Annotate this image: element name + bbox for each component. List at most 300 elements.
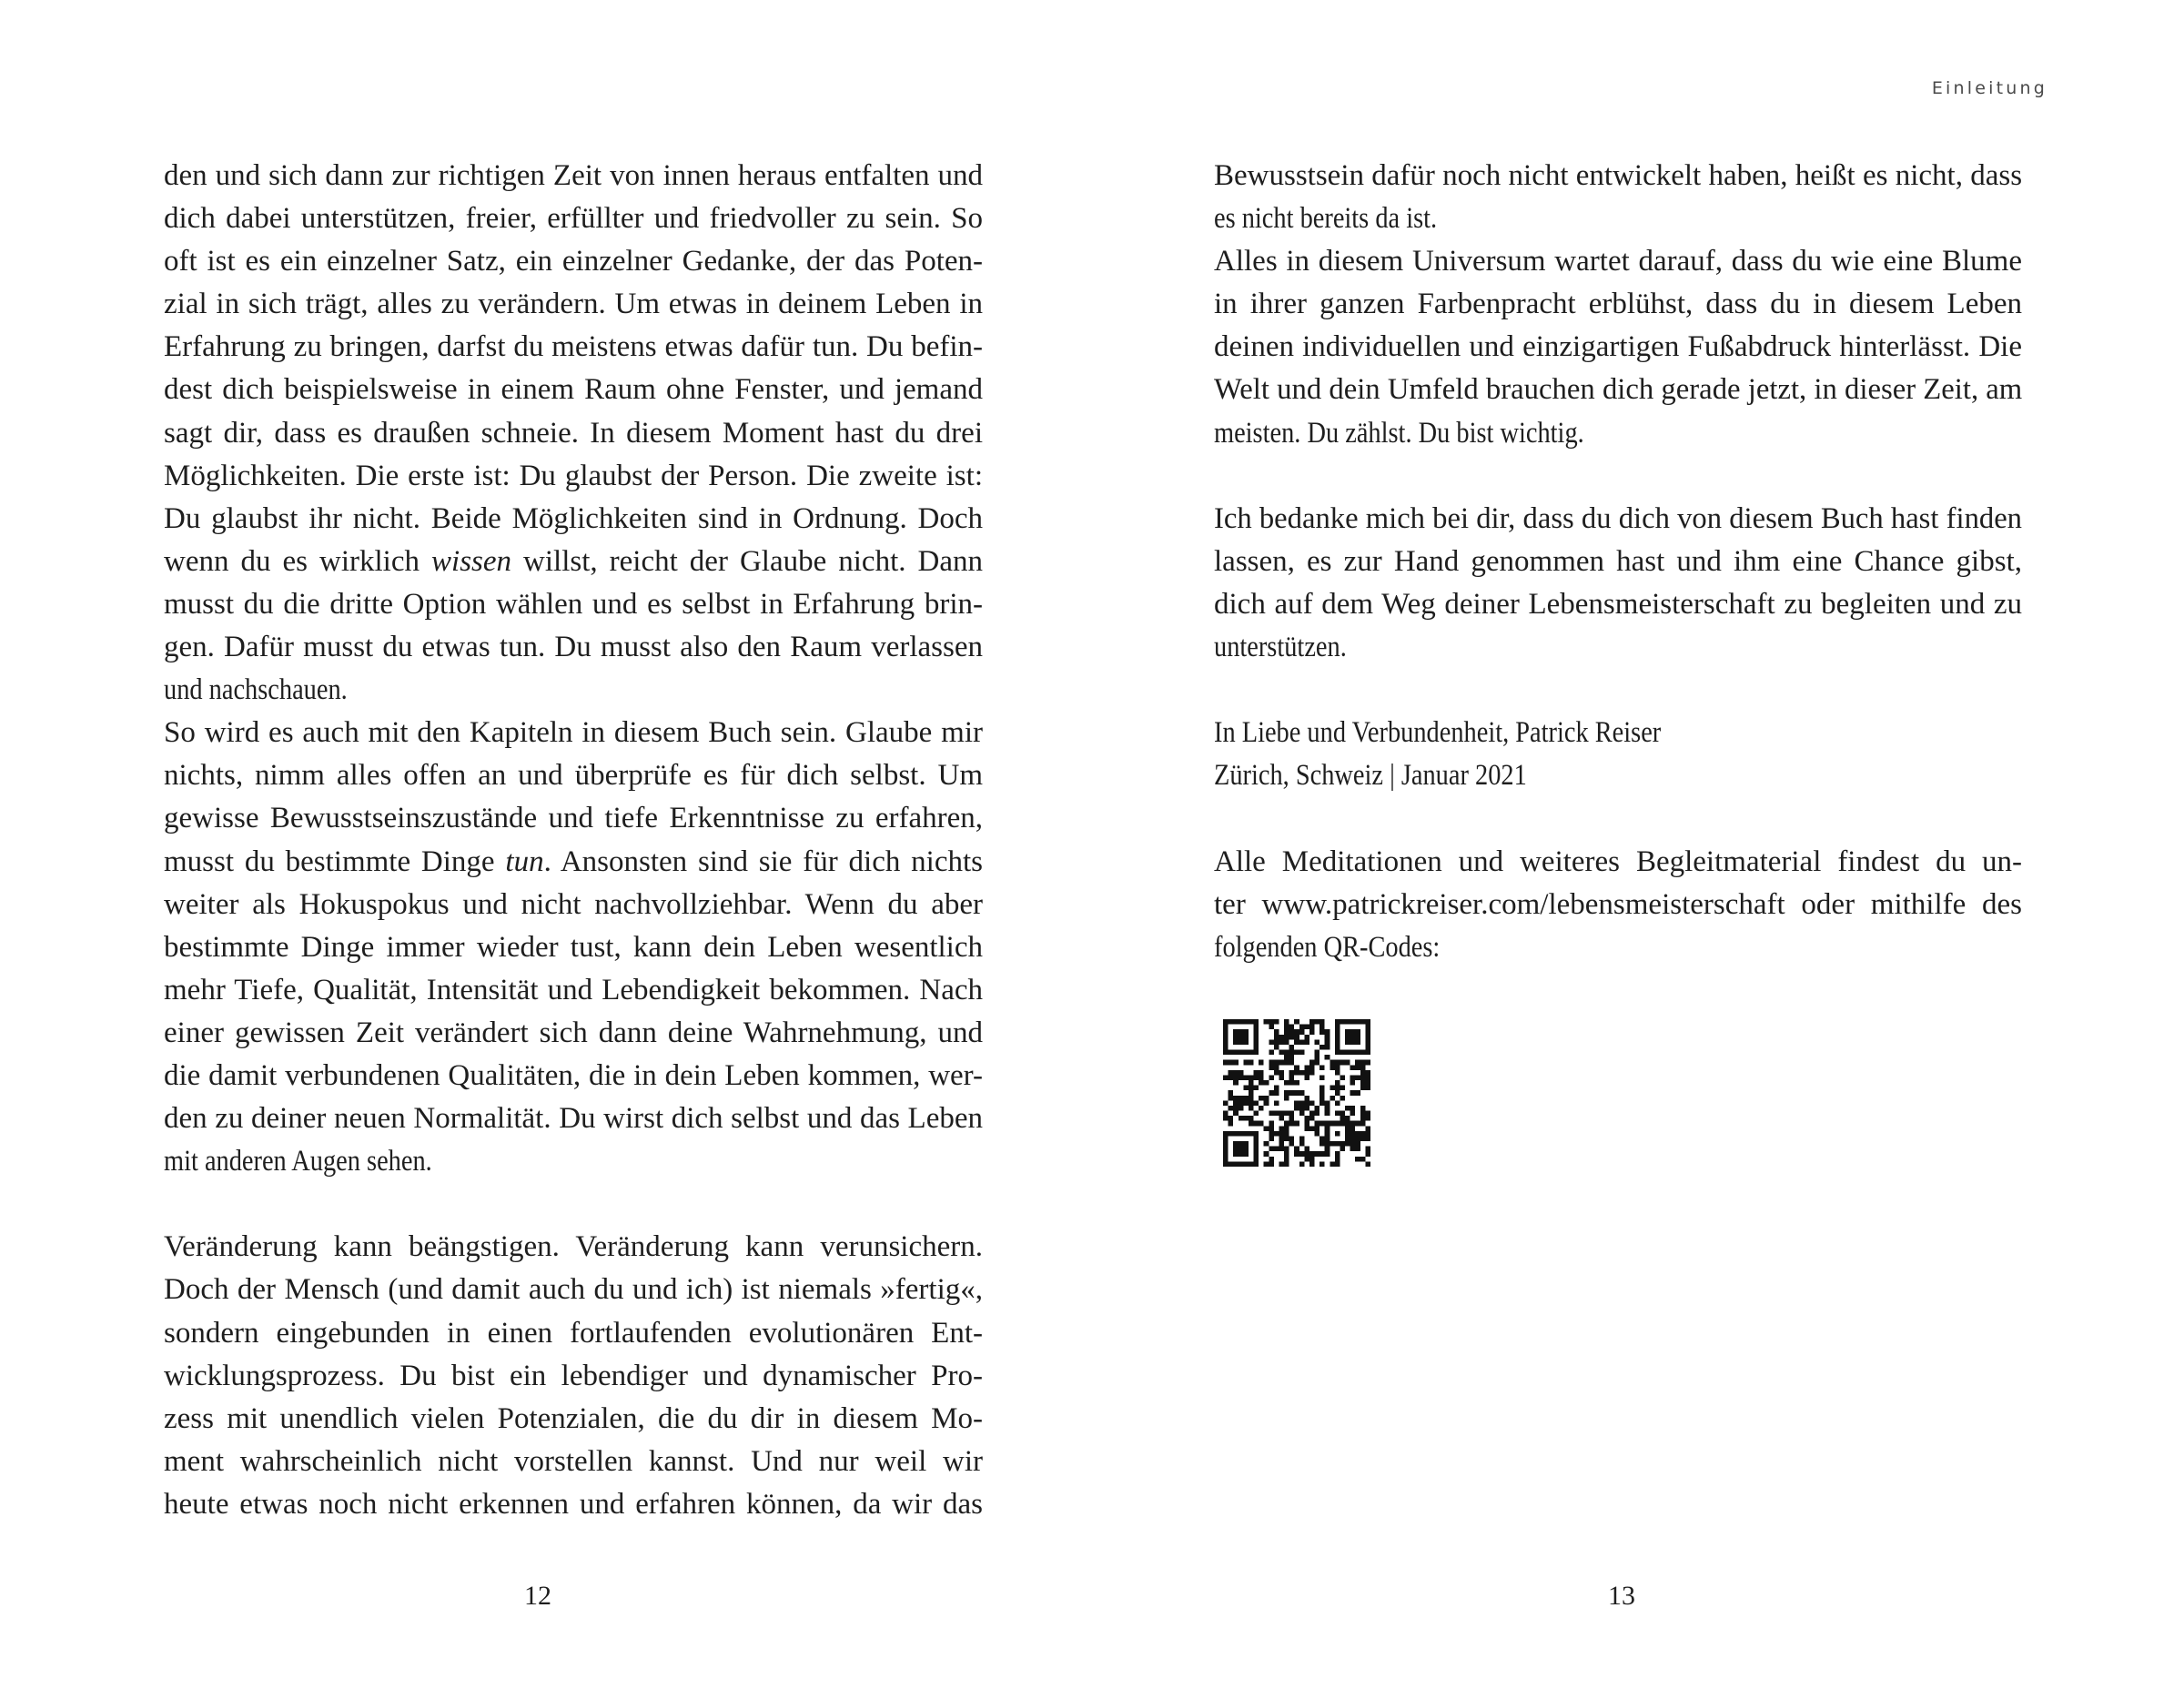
qr-module (1269, 1050, 1274, 1056)
qr-module (1325, 1151, 1330, 1157)
qr-module (1304, 1096, 1309, 1101)
qr-module (1269, 1019, 1274, 1025)
qr-module (1294, 1147, 1299, 1152)
qr-module (1269, 1060, 1274, 1066)
qr-module (1289, 1050, 1295, 1056)
qr-module (1233, 1060, 1239, 1066)
qr-module (1279, 1116, 1284, 1121)
qr-module (1233, 1111, 1239, 1117)
qr-module (1249, 1060, 1254, 1066)
text-line (1214, 583, 2022, 626)
qr-module (1259, 1070, 1264, 1076)
left-page-text (164, 155, 983, 1526)
text-segment: deinen individuellen und einzigartigen Fußabdruck hinterlässt. Die (1214, 330, 2022, 364)
text-line (164, 1097, 983, 1140)
qr-module (1365, 1151, 1370, 1157)
text-segment: lassen, es zur Hand genommen hast und ihm eine Chance gibst, (1214, 544, 2022, 578)
qr-module (1340, 1147, 1345, 1152)
qr-module (1360, 1065, 1366, 1070)
text-segment: zess mit unendlich vielen Potenzialen, die du dir in diesem Mo- (164, 1401, 983, 1435)
qr-module (1239, 1147, 1244, 1152)
qr-module (1345, 1019, 1350, 1025)
qr-module (1269, 1111, 1274, 1117)
qr-module (1264, 1019, 1269, 1025)
qr-module (1289, 1025, 1295, 1030)
qr-module (1239, 1029, 1244, 1035)
qr-module (1264, 1126, 1269, 1131)
qr-module (1274, 1039, 1279, 1045)
qr-module (1345, 1029, 1350, 1035)
qr-module (1350, 1090, 1356, 1096)
qr-module (1325, 1131, 1330, 1137)
qr-module (1254, 1029, 1259, 1035)
text-line (164, 1355, 983, 1398)
qr-module (1325, 1147, 1330, 1152)
qr-module (1254, 1035, 1259, 1040)
qr-module (1335, 1025, 1340, 1030)
qr-module (1299, 1070, 1305, 1076)
qr-module (1249, 1086, 1254, 1091)
qr-module (1243, 1131, 1249, 1137)
qr-module (1345, 1131, 1350, 1137)
qr-module (1335, 1086, 1340, 1091)
qr-module (1279, 1050, 1284, 1056)
qr-module (1335, 1035, 1340, 1040)
page-number-right: 13 (1608, 1581, 1635, 1611)
qr-module (1315, 1126, 1320, 1131)
qr-module (1239, 1096, 1244, 1101)
qr-module (1254, 1157, 1259, 1162)
text-line (164, 1226, 983, 1269)
qr-module (1299, 1029, 1305, 1035)
qr-module (1335, 1151, 1340, 1157)
qr-module (1325, 1055, 1330, 1060)
qr-module (1325, 1141, 1330, 1147)
qr-module (1325, 1029, 1330, 1035)
qr-module (1259, 1060, 1264, 1066)
qr-module (1233, 1096, 1239, 1101)
qr-module (1360, 1086, 1366, 1091)
qr-module (1315, 1151, 1320, 1157)
qr-module (1304, 1035, 1309, 1040)
qr-module (1274, 1065, 1279, 1070)
text-line (1214, 712, 1909, 754)
qr-module (1254, 1136, 1259, 1141)
qr-module (1289, 1121, 1295, 1127)
qr-module (1320, 1141, 1325, 1147)
qr-module (1239, 1035, 1244, 1040)
qr-module (1249, 1090, 1254, 1096)
qr-module (1223, 1060, 1228, 1066)
qr-module (1254, 1141, 1259, 1147)
text-segment: dich dabei unterstützen, freier, erfüllter und friedvoller zu sein. So (164, 202, 983, 236)
qr-module (1289, 1080, 1295, 1086)
qr-module (1294, 1039, 1299, 1045)
text-line (164, 669, 868, 712)
qr-module (1223, 1151, 1228, 1157)
text-segment: dest dich beispielsweise in einem Raum ohne Fenster, und jemand (164, 373, 983, 407)
text-line (164, 326, 983, 369)
text-segment: und nachschauen. (164, 673, 348, 707)
qr-module (1340, 1086, 1345, 1091)
text-segment: bestimmte Dinge immer wieder tust, kann dein Leben wesentlich (164, 930, 983, 964)
qr-module (1289, 1141, 1295, 1147)
text-line (164, 1483, 983, 1526)
qr-module (1279, 1147, 1284, 1152)
qr-module (1289, 1045, 1295, 1050)
qr-module (1304, 1151, 1309, 1157)
qr-module (1294, 1106, 1299, 1111)
qr-module (1233, 1106, 1239, 1111)
qr-module (1233, 1050, 1239, 1056)
qr-module (1223, 1035, 1228, 1040)
qr-module (1294, 1121, 1299, 1127)
qr-module (1233, 1019, 1239, 1025)
qr-module (1320, 1136, 1325, 1141)
qr-module (1355, 1060, 1360, 1066)
qr-module (1223, 1029, 1228, 1035)
qr-module (1254, 1086, 1259, 1091)
qr-module (1223, 1045, 1228, 1050)
qr-module (1223, 1039, 1228, 1045)
qr-module (1350, 1111, 1356, 1117)
text-segment: heute etwas noch nicht erkennen und erfahren können, da wir das (164, 1487, 983, 1521)
qr-module (1284, 1055, 1289, 1060)
qr-module (1289, 1055, 1295, 1060)
qr-module (1284, 1060, 1289, 1066)
text-line (1214, 412, 1909, 455)
qr-module (1299, 1151, 1305, 1157)
qr-module (1239, 1141, 1244, 1147)
qr-module (1228, 1161, 1234, 1167)
qr-module (1304, 1126, 1309, 1131)
text-line (1214, 841, 2022, 884)
qr-module (1274, 1060, 1279, 1066)
qr-module (1360, 1075, 1366, 1080)
qr-module (1304, 1157, 1309, 1162)
text-segment: Alle Meditationen und weiteres Begleitmaterial findest du un- (1214, 844, 2022, 878)
text-line (164, 1269, 983, 1311)
qr-module (1274, 1111, 1279, 1117)
qr-module (1299, 1111, 1305, 1117)
qr-module (1304, 1075, 1309, 1080)
qr-module (1243, 1086, 1249, 1091)
qr-module (1360, 1080, 1366, 1086)
qr-module (1360, 1060, 1366, 1066)
qr-module (1264, 1141, 1269, 1147)
qr-module (1233, 1147, 1239, 1152)
text-segment: sagt dir, dass es draußen schneie. In diesem Moment hast du drei (164, 416, 983, 450)
text-segment: mehr Tiefe, Qualität, Intensität und Lebendigkeit bekommen. Nach (164, 973, 983, 1006)
qr-module (1315, 1060, 1320, 1066)
qr-module (1228, 1050, 1234, 1056)
qr-module (1309, 1157, 1315, 1162)
text-segment: musst du die dritte Option wählen und es selbst in Erfahrung brin- (164, 587, 983, 621)
qr-module (1228, 1106, 1234, 1111)
qr-module (1274, 1090, 1279, 1096)
qr-module (1365, 1161, 1370, 1167)
qr-module (1340, 1121, 1345, 1127)
qr-module (1345, 1126, 1350, 1131)
qr-module (1233, 1161, 1239, 1167)
qr-module (1299, 1050, 1305, 1056)
qr-module (1239, 1161, 1244, 1167)
qr-module (1233, 1029, 1239, 1035)
text-segment: Alles in diesem Universum wartet darauf, dass du wie eine Blume (1214, 245, 2022, 278)
qr-module (1228, 1060, 1234, 1066)
qr-module (1228, 1096, 1234, 1101)
qr-module (1294, 1035, 1299, 1040)
qr-module (1228, 1116, 1234, 1121)
qr-module (1269, 1126, 1274, 1131)
text-segment: Bewusstsein dafür noch nicht entwickelt haben, heißt es nicht, dass (1214, 159, 2023, 192)
qr-module (1360, 1157, 1366, 1162)
text-segment: gen. Dafür musst du etwas tun. Du musst also den Raum verlassen (164, 631, 983, 664)
qr-module (1279, 1126, 1284, 1131)
qr-module (1254, 1025, 1259, 1030)
qr-module (1254, 1045, 1259, 1050)
qr-module (1279, 1039, 1284, 1045)
blank-line (164, 1183, 983, 1226)
qr-module (1335, 1080, 1340, 1086)
qr-module (1223, 1141, 1228, 1147)
blank-line (1214, 455, 2022, 498)
text-line (164, 455, 983, 498)
qr-module (1325, 1111, 1330, 1117)
qr-module (1350, 1141, 1356, 1147)
text-line (164, 583, 983, 626)
qr-module (1239, 1075, 1244, 1080)
text-line (164, 1012, 983, 1055)
qr-module (1335, 1131, 1340, 1137)
qr-module (1320, 1161, 1325, 1167)
qr-module (1243, 1035, 1249, 1040)
qr-module (1345, 1035, 1350, 1040)
qr-module (1243, 1141, 1249, 1147)
qr-module (1259, 1075, 1264, 1080)
qr-module (1320, 1086, 1325, 1091)
qr-module (1355, 1136, 1360, 1141)
qr-module (1360, 1019, 1366, 1025)
text-line (164, 1398, 983, 1441)
qr-module (1335, 1100, 1340, 1106)
qr-module (1355, 1141, 1360, 1147)
qr-module (1320, 1151, 1325, 1157)
text-segment: Erfahrung zu bringen, darfst du meistens etwas dafür tun. Du befin- (164, 330, 983, 364)
text-line (1214, 884, 2022, 926)
qr-module (1259, 1106, 1264, 1111)
qr-module (1249, 1106, 1254, 1111)
qr-module (1274, 1045, 1279, 1050)
qr-module (1294, 1090, 1299, 1096)
qr-module (1243, 1060, 1249, 1066)
qr-module (1365, 1080, 1370, 1086)
qr-module (1279, 1136, 1284, 1141)
qr-module (1233, 1075, 1239, 1080)
qr-module (1254, 1147, 1259, 1152)
qr-module (1335, 1065, 1340, 1070)
qr-module (1284, 1090, 1289, 1096)
qr-module (1350, 1121, 1356, 1127)
qr-module (1335, 1019, 1340, 1025)
qr-module (1249, 1161, 1254, 1167)
qr-module (1304, 1106, 1309, 1111)
text-line (164, 969, 983, 1012)
text-line (164, 841, 983, 884)
text-line (164, 412, 983, 455)
qr-module (1239, 1151, 1244, 1157)
qr-module (1299, 1025, 1305, 1030)
qr-module (1249, 1019, 1254, 1025)
qr-module (1355, 1029, 1360, 1035)
qr-module (1350, 1075, 1356, 1080)
qr-module (1284, 1111, 1289, 1117)
text-line (164, 155, 983, 197)
qr-module (1269, 1161, 1274, 1167)
qr-module (1239, 1050, 1244, 1056)
qr-module (1335, 1157, 1340, 1162)
qr-module (1304, 1039, 1309, 1045)
qr-module (1249, 1050, 1254, 1056)
qr-module (1350, 1106, 1356, 1111)
qr-module (1274, 1086, 1279, 1091)
qr-module (1345, 1136, 1350, 1141)
qr-module (1279, 1141, 1284, 1147)
qr-module (1259, 1121, 1264, 1127)
qr-module (1254, 1019, 1259, 1025)
qr-module (1330, 1060, 1335, 1066)
text-segment: weiter als Hokuspokus und nicht nachvollziehbar. Wenn du aber (164, 887, 983, 921)
text-line (1214, 240, 2022, 283)
qr-module (1284, 1121, 1289, 1127)
qr-module (1284, 1025, 1289, 1030)
qr-module (1284, 1029, 1289, 1035)
qr-module (1350, 1050, 1356, 1056)
text-segment: wicklungsprozess. Du bist ein lebendiger und dynamischer Pro- (164, 1359, 983, 1392)
text-line (1214, 541, 2022, 583)
qr-module (1239, 1039, 1244, 1045)
qr-module (1304, 1025, 1309, 1030)
qr-module (1335, 1121, 1340, 1127)
text-line (164, 240, 983, 283)
qr-module (1289, 1075, 1295, 1080)
qr-module (1320, 1065, 1325, 1070)
text-segment: den und sich dann zur richtigen Zeit von innen heraus entfalten und (164, 159, 983, 192)
text-line (1214, 498, 2022, 541)
qr-module (1309, 1111, 1315, 1117)
text-line (164, 541, 983, 583)
qr-module (1309, 1100, 1315, 1106)
qr-module (1320, 1090, 1325, 1096)
text-line (164, 283, 983, 326)
qr-module (1233, 1035, 1239, 1040)
emphasized-word: tun (505, 844, 544, 878)
page-number-left: 12 (524, 1581, 551, 1611)
qr-module (1355, 1035, 1360, 1040)
qr-module (1315, 1106, 1320, 1111)
qr-module (1254, 1161, 1259, 1167)
qr-module (1233, 1100, 1239, 1106)
qr-module (1274, 1070, 1279, 1076)
text-segment: Ich bedanke mich bei dir, dass du dich von diesem Buch hast finden (1214, 501, 2022, 535)
qr-module (1279, 1060, 1284, 1066)
qr-module (1243, 1100, 1249, 1106)
qr-module (1299, 1141, 1305, 1147)
qr-module (1335, 1039, 1340, 1045)
qr-module (1365, 1060, 1370, 1066)
qr-module (1355, 1090, 1360, 1096)
text-segment: willst, reicht der Glaube nicht. Dann (511, 544, 983, 578)
qr-module (1355, 1050, 1360, 1056)
qr-module (1289, 1029, 1295, 1035)
qr-module (1350, 1035, 1356, 1040)
qr-module (1345, 1039, 1350, 1045)
qr-module (1315, 1019, 1320, 1025)
qr-module (1284, 1050, 1289, 1056)
qr-module (1254, 1121, 1259, 1127)
qr-module (1335, 1090, 1340, 1096)
text-line (164, 1441, 983, 1483)
qr-module (1269, 1157, 1274, 1162)
text-segment: meisten. Du zählst. Du bist wichtig. (1214, 416, 1584, 450)
qr-module (1325, 1100, 1330, 1106)
qr-module (1294, 1065, 1299, 1070)
text-segment: es nicht bereits da ist. (1214, 202, 1438, 236)
qr-module (1304, 1070, 1309, 1076)
qr-module (1325, 1035, 1330, 1040)
text-line (164, 884, 983, 926)
qr-module (1299, 1106, 1305, 1111)
qr-module (1294, 1151, 1299, 1157)
qr-module (1223, 1050, 1228, 1056)
text-line (164, 197, 983, 240)
qr-module (1254, 1151, 1259, 1157)
qr-module (1335, 1029, 1340, 1035)
qr-module (1345, 1121, 1350, 1127)
qr-module (1309, 1025, 1315, 1030)
qr-module (1325, 1121, 1330, 1127)
qr-module (1243, 1075, 1249, 1080)
text-segment: zial in sich trägt, alles zu verändern. Um etwas in deinem Leben in (164, 288, 983, 321)
text-line (164, 754, 983, 797)
qr-module (1335, 1070, 1340, 1076)
qr-module (1254, 1039, 1259, 1045)
qr-module (1365, 1131, 1370, 1137)
qr-module (1239, 1100, 1244, 1106)
qr-module (1233, 1151, 1239, 1157)
text-segment: ter www.patrickreiser.com/lebensmeisterschaft oder mithilfe des (1214, 887, 2022, 921)
text-line (1214, 926, 1909, 969)
qr-module (1289, 1060, 1295, 1066)
text-segment: einer gewissen Zeit verändert sich dann deine Wahrnehmung, und (164, 1016, 983, 1049)
text-segment: nichts, nimm alles offen an und überprüfe es für dich selbst. Um (164, 759, 983, 793)
qr-module (1249, 1080, 1254, 1086)
qr-module (1350, 1131, 1356, 1137)
qr-module (1315, 1039, 1320, 1045)
qr-module (1249, 1131, 1254, 1137)
qr-module (1284, 1035, 1289, 1040)
text-segment: Veränderung kann beängstigen. Veränderung kann verunsichern. (164, 1230, 983, 1264)
qr-module (1274, 1147, 1279, 1152)
qr-module (1239, 1116, 1244, 1121)
qr-module (1365, 1075, 1370, 1080)
qr-module (1365, 1029, 1370, 1035)
qr-module (1284, 1161, 1289, 1167)
text-segment: die damit verbundenen Qualitäten, die in dein Leben kommen, wer- (164, 1058, 983, 1092)
qr-module (1243, 1029, 1249, 1035)
qr-module (1335, 1111, 1340, 1117)
qr-module (1289, 1070, 1295, 1076)
